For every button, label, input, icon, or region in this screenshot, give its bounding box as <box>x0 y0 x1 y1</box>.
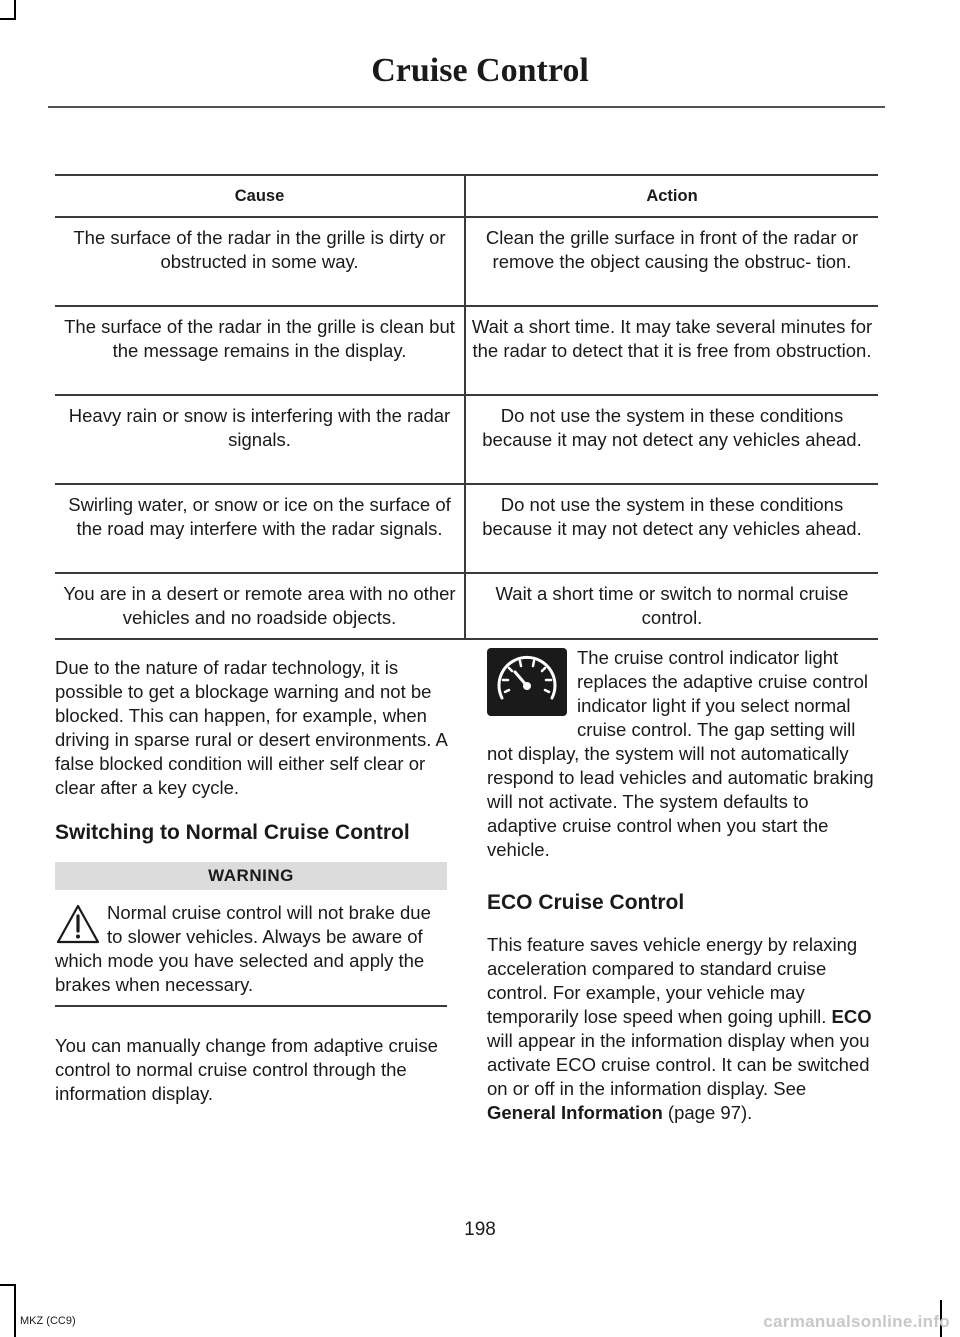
cause-cell: You are in a desert or remote area with no other vehicles and no roadside objects. <box>55 573 465 639</box>
section-heading: Switching to Normal Cruise Control <box>55 821 410 844</box>
warning-divider <box>55 1005 447 1007</box>
cause-cell: The surface of the radar in the grille is dirty or obstructed in some way. <box>55 217 465 306</box>
table-row <box>55 573 878 639</box>
section-heading: ECO Cruise Control <box>487 891 685 914</box>
cruise-control-indicator-icon <box>487 648 567 716</box>
action-cell: Do not use the system in these conditions because it may not detect any vehicles ahead. <box>465 484 878 573</box>
body-paragraph <box>487 933 879 1125</box>
warning-banner: WARNING <box>55 862 447 890</box>
action-cell: Wait a short time. It may take several minutes for the radar to detect that it is free from obstruction. <box>465 306 878 395</box>
warning-box <box>55 901 447 997</box>
action-cell: Clean the grille surface in front of the radar or remove the object causing the obstruc- tion. <box>465 217 878 306</box>
model-code: MKZ (CC9) <box>20 1315 76 1327</box>
warning-triangle-icon <box>55 903 101 945</box>
crop-mark <box>0 1284 16 1286</box>
left-column <box>55 656 447 1106</box>
table-row <box>55 395 878 484</box>
table-row <box>55 217 878 306</box>
cause-cell: The surface of the radar in the grille is clean but the message remains in the display. <box>55 306 465 395</box>
table-header-row <box>55 175 878 217</box>
text-segment: will appear in the information display when you activate ECO cruise control. It can be switched on or off in the information display. See <box>487 1030 870 1099</box>
text-segment: (page 97). <box>662 1102 753 1123</box>
cause-cell: Heavy rain or snow is interfering with the radar signals. <box>55 395 465 484</box>
page-title: Cruise Control <box>371 52 589 89</box>
column-header-action: Action <box>465 175 878 217</box>
text-segment: This feature saves vehicle energy by relaxing acceleration compared to standard cruise control. For example, your vehicle may temporarily lose speed when going uphill. <box>487 934 858 1027</box>
action-cell: Wait a short time or switch to normal cruise control. <box>465 573 878 639</box>
body-paragraph: The cruise control indicator light replaces the adaptive cruise control indicator light if you select normal cruise control. The gap setting will not display, the system will not automatically respond to lead vehicles and automatic braking will not activate. The system defaults to adaptive cruise control when you start the vehicle. <box>487 647 874 860</box>
action-cell: Do not use the system in these conditions because it may not detect any vehicles ahead. <box>465 395 878 484</box>
cross-reference-link[interactable]: General Information <box>487 1102 663 1123</box>
crop-mark <box>14 0 16 20</box>
body-paragraph: Due to the nature of radar technology, it is possible to get a blockage warning and not be blocked. This can happen, for example, when driving in sparse rural or desert environments. A false blocked condition will either self clear or clear after a key cycle. <box>55 657 447 798</box>
body-paragraph: You can manually change from adaptive cruise control to normal cruise control through the information display. <box>55 1035 438 1104</box>
right-column <box>487 646 879 1125</box>
table-row <box>55 484 878 573</box>
cause-cell: Swirling water, or snow or ice on the surface of the road may interfere with the radar signals. <box>55 484 465 573</box>
page-number: 198 <box>464 1219 496 1240</box>
column-header-cause: Cause <box>55 175 465 217</box>
watermark: carmanualsonline.info <box>763 1312 950 1331</box>
cause-action-table <box>55 174 878 640</box>
crop-mark <box>14 1284 16 1337</box>
warning-text: Normal cruise control will not brake due to slower vehicles. Always be aware of which mode you have selected and apply the brakes when necessary. <box>55 902 431 995</box>
table-row <box>55 306 878 395</box>
eco-label: ECO <box>831 1006 872 1027</box>
header-divider <box>48 106 885 108</box>
crop-mark <box>0 18 16 20</box>
